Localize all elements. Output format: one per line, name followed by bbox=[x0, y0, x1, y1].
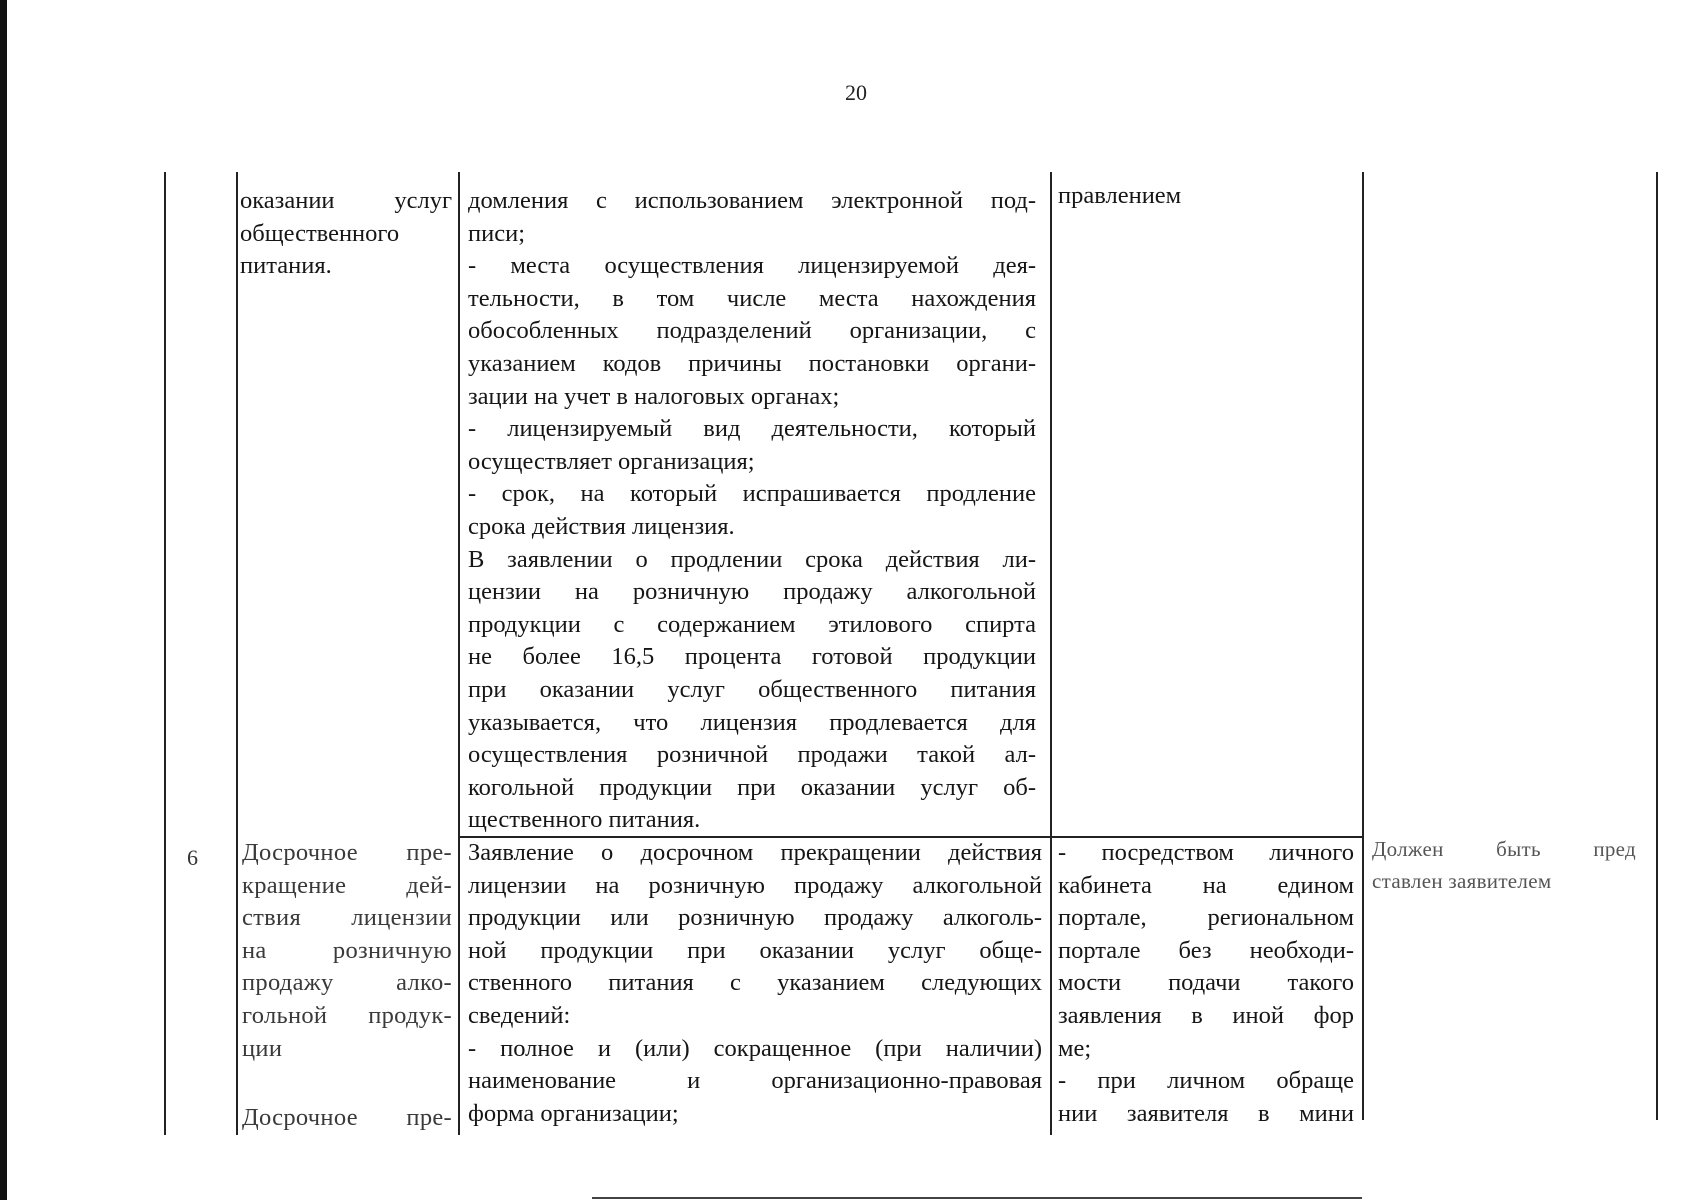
table-border-left bbox=[164, 172, 166, 1135]
text-line: нии заявителя в мини bbox=[1058, 1099, 1354, 1127]
table-divider-4 bbox=[1362, 172, 1364, 1120]
text-line: тельности, в том числе места нахождения bbox=[468, 284, 1036, 312]
text-line: заявления в иной фор bbox=[1058, 1001, 1354, 1029]
text-line: питания. bbox=[240, 252, 332, 280]
text-line: зации на учет в налоговых органах; bbox=[468, 382, 840, 410]
text-line: Досрочное пре- bbox=[242, 1104, 452, 1131]
text-line: щественного питания. bbox=[468, 806, 701, 834]
row-continuation-content bbox=[468, 185, 1036, 837]
row-6-content bbox=[468, 837, 1042, 1130]
text-line: кабинета на едином bbox=[1058, 871, 1354, 899]
text-line: лицензии на розничную продажу алкогольной bbox=[468, 871, 1042, 899]
text-line: - места осуществления лицензируемой дея- bbox=[468, 252, 1036, 280]
text-line: указывается, что лицензия продлевается для bbox=[468, 708, 1036, 736]
text-line: - посредством личного bbox=[1058, 839, 1354, 866]
row-number: 6 bbox=[187, 845, 198, 870]
text-line: правлением bbox=[1058, 182, 1182, 209]
text-line: не более 16,5 процента готовой продукции bbox=[468, 643, 1036, 671]
row-6-name bbox=[242, 837, 452, 1065]
table-divider-2 bbox=[458, 172, 460, 1135]
table-divider-1 bbox=[236, 172, 238, 1135]
text-line: ме; bbox=[1058, 1034, 1092, 1062]
text-line: - полное и (или) сокращенное (при наличии) bbox=[468, 1034, 1042, 1062]
text-line: В заявлении о продлении срока действия ли- bbox=[468, 545, 1036, 573]
row-continuation-method bbox=[1058, 180, 1354, 213]
text-line: при оказании услуг общественного питания bbox=[468, 675, 1036, 703]
text-line: мости подачи такого bbox=[1058, 969, 1354, 997]
bottom-rule bbox=[592, 1197, 1362, 1199]
text-line: продукции с содержанием этилового спирта bbox=[468, 610, 1036, 638]
row-6-name-next bbox=[242, 1102, 452, 1135]
text-line: указанием кодов причины постановки органи- bbox=[468, 349, 1036, 377]
text-line: портале без необходи- bbox=[1058, 936, 1354, 964]
text-line: ции bbox=[242, 1034, 283, 1062]
text-line: оказании услуг bbox=[240, 187, 452, 214]
table-divider-3 bbox=[1050, 172, 1052, 1135]
text-line: форма организации; bbox=[468, 1099, 679, 1127]
text-line: - срок, на который испрашивается продление bbox=[468, 480, 1036, 508]
text-line: на розничную bbox=[242, 936, 452, 964]
text-line: домления с использованием электронной под- bbox=[468, 187, 1036, 214]
text-line: ставлен заявителем bbox=[1372, 869, 1552, 893]
text-line: портале, региональном bbox=[1058, 904, 1354, 932]
table-border-right bbox=[1656, 172, 1658, 1120]
row-6-note bbox=[1372, 833, 1636, 897]
text-line: осуществления розничной продажи такой ал- bbox=[468, 741, 1036, 769]
text-line: ствия лицензии bbox=[242, 904, 452, 932]
text-line: срока действия лицензия. bbox=[468, 512, 735, 540]
text-line: общественного bbox=[240, 219, 400, 247]
text-line: цензии на розничную продажу алкогольной bbox=[468, 578, 1036, 606]
scan-edge bbox=[0, 0, 7, 1200]
text-line: - лицензируемый вид деятельности, который bbox=[468, 415, 1036, 443]
row-6-method bbox=[1058, 837, 1354, 1130]
text-line: писи; bbox=[468, 219, 526, 247]
text-line: когольной продукции при оказании услуг об- bbox=[468, 773, 1036, 801]
text-line: ной продукции при оказании услуг обще- bbox=[468, 936, 1042, 964]
text-line: продажу алко- bbox=[242, 969, 452, 997]
text-line: продукции или розничную продажу алкоголь- bbox=[468, 904, 1042, 932]
text-line: обособленных подразделений организации, с bbox=[468, 317, 1036, 345]
text-line: кращение дей- bbox=[242, 871, 452, 899]
text-line: ственного питания с указанием следующих bbox=[468, 969, 1042, 997]
row-continuation-name bbox=[240, 185, 452, 283]
text-line: осуществляет организация; bbox=[468, 447, 755, 475]
text-line: Должен быть пред bbox=[1372, 837, 1636, 861]
text-line: наименование и организационно-правовая bbox=[468, 1067, 1042, 1095]
text-line: Досрочное пре- bbox=[242, 839, 452, 866]
text-line: Заявление о досрочном прекращении действия bbox=[468, 839, 1042, 866]
text-line: - при личном обраще bbox=[1058, 1067, 1354, 1095]
text-line: гольной продук- bbox=[242, 1001, 452, 1029]
text-line: сведений: bbox=[468, 1001, 571, 1029]
page-number: 20 bbox=[845, 80, 867, 105]
